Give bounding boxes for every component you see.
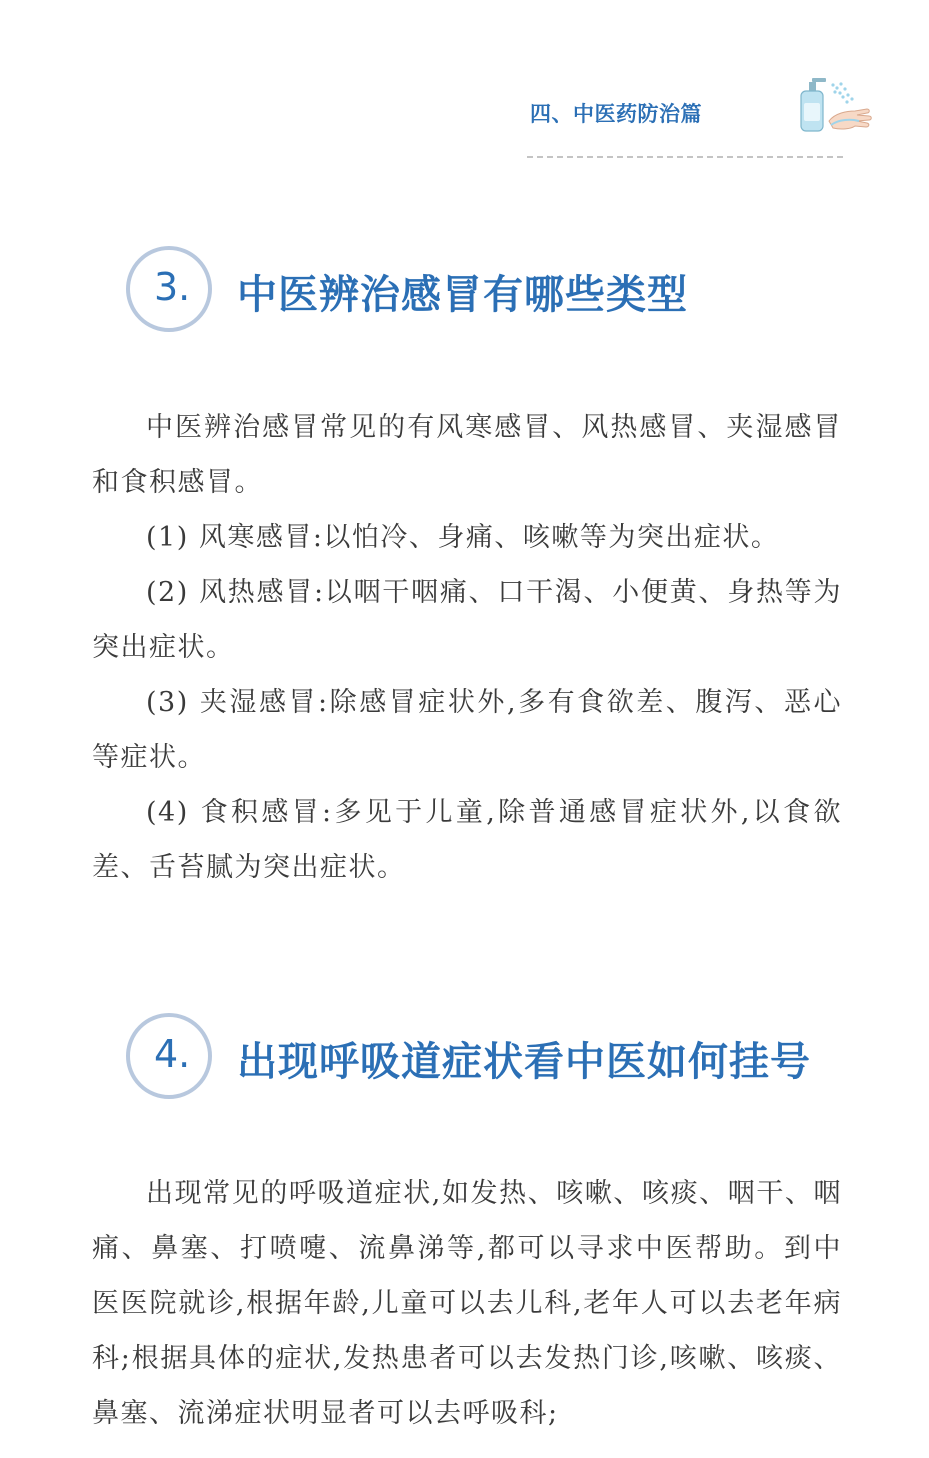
paragraph: (4) 食积感冒:多见于儿童,除普通感冒症状外,以食欲差、舌苔腻为突出症状。 (92, 797, 842, 883)
section-number: 3. (154, 265, 191, 309)
section-number: 4. (154, 1032, 191, 1076)
paragraph: (2) 风热感冒:以咽干咽痛、口干渴、小便黄、身热等为突出症状。 (92, 577, 842, 663)
paragraph: (1) 风寒感冒:以怕冷、身痛、咳嗽等为突出症状。 (146, 522, 780, 553)
section-title: 中医辨治感冒有哪些类型 (237, 272, 688, 318)
paragraph: 出现常见的呼吸道症状,如发热、咳嗽、咳痰、咽干、咽痛、鼻塞、打喷嚏、流鼻涕等,都可以寻求中医帮助。到中医医院就诊,根据年龄,儿童可以去儿科,老年人可以去老年病科;根据具体的症状,发热患者可以去发热门诊,咳嗽、咳痰、鼻塞、流涕症状明显者可以去呼吸科; (92, 1178, 842, 1429)
paragraph: 中医辨治感冒常见的有风寒感冒、风热感冒、夹湿感冒和食积感冒。 (92, 412, 842, 498)
paragraph: (3) 夹湿感冒:除感冒症状外,多有食欲差、腹泻、恶心等症状。 (92, 687, 842, 773)
section-title: 出现呼吸道症状看中医如何挂号 (237, 1039, 811, 1085)
hand-sanitizer-icon (795, 75, 873, 137)
header-divider (527, 156, 843, 158)
chapter-title: 四、中医药防治篇 (530, 102, 702, 126)
